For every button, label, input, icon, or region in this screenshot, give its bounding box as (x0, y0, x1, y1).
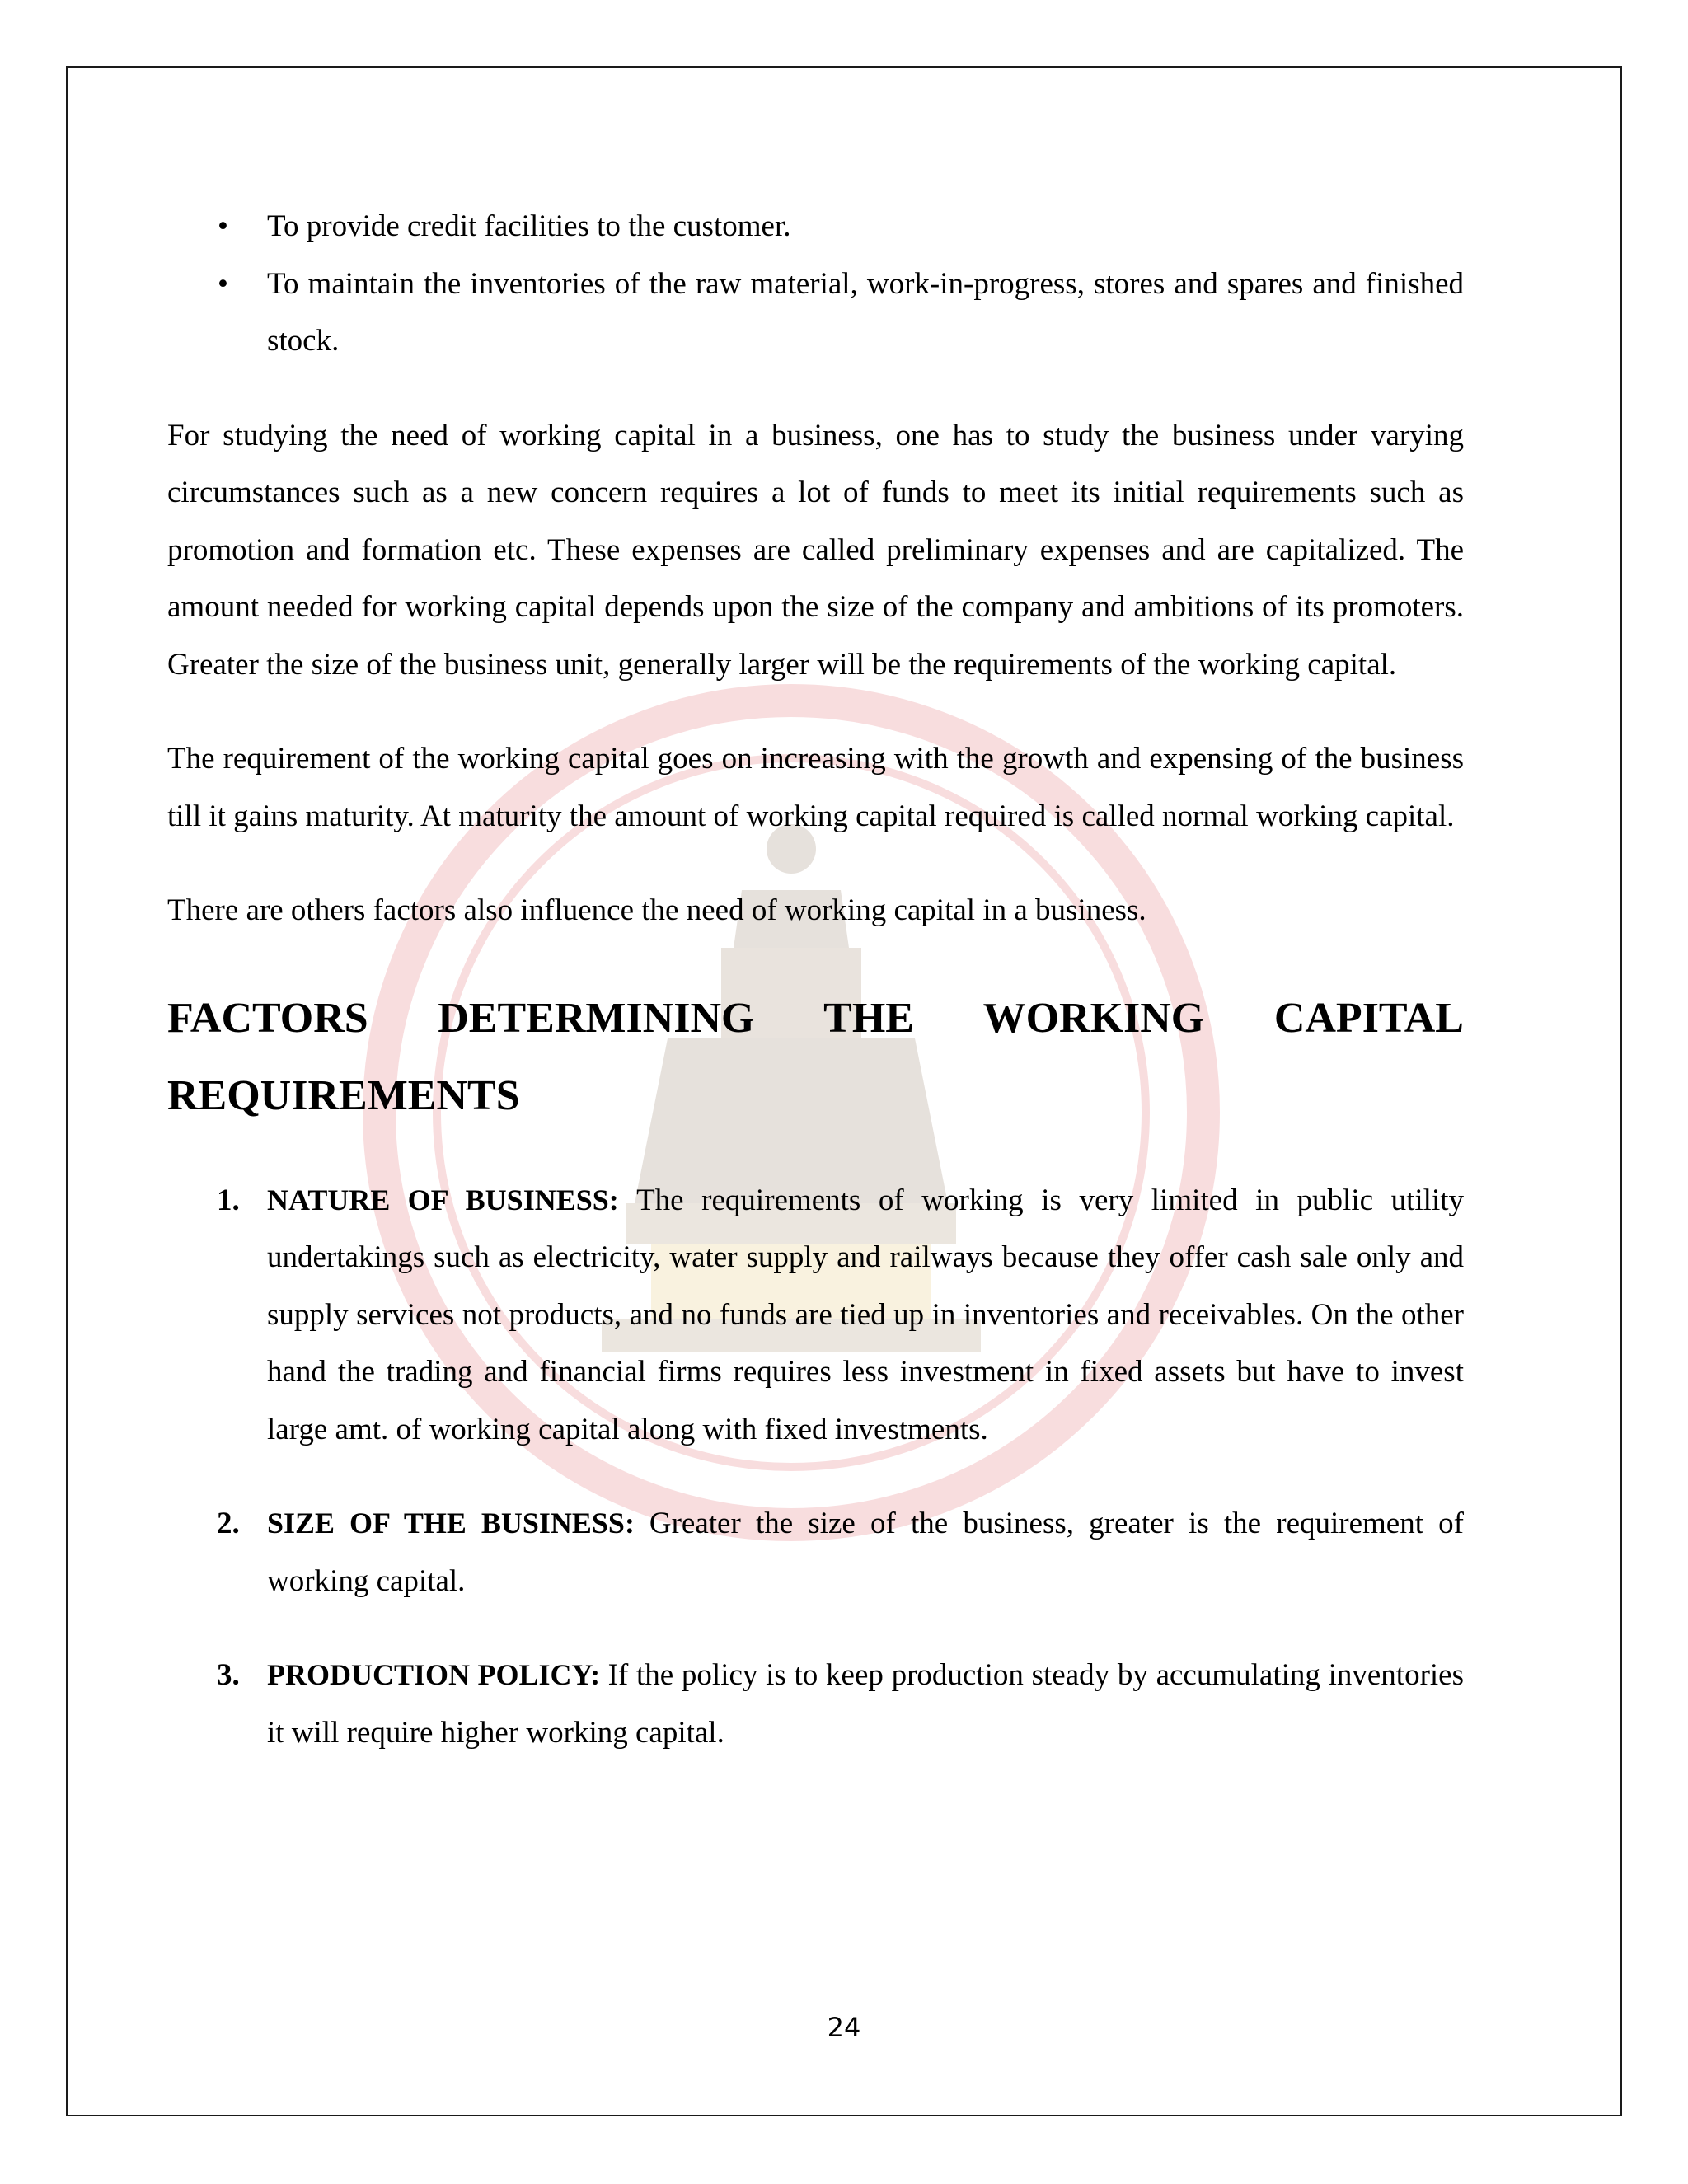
factor-text: If the policy is to keep production steady by accumulating inventories it will require higher working capital. (267, 1658, 1464, 1750)
paragraph: The requirement of the working capital goes on increasing with the growth and expensing of the business till it gains maturity. At maturity the amount of working capital required is called normal working capital. (167, 742, 1464, 833)
bullet-item (167, 255, 1464, 370)
factor-item (167, 1495, 1464, 1610)
factor-title: PRODUCTION POLICY: (267, 1658, 608, 1691)
factor-item (167, 1172, 1464, 1459)
bullet-text: To maintain the inventories of the raw material, work-in-progress, stores and spares and finished stock. (267, 266, 1464, 358)
paragraph: For studying the need of working capital in a business, one has to study the business under varying circumstances such as a new concern requires a lot of funds to meet its initial requirements such as promotion and formation etc. These expenses are called preliminary expenses and are capitalized. The amount needed for working capital depends upon the size of the company and ambitions of its promoters. Greater the size of the business unit, generally larger will be the requirements of the working capital. (167, 418, 1464, 682)
section-heading-line: FACTORS DETERMINING THE WORKING CAPITAL (167, 994, 1464, 1042)
factor-title: SIZE OF THE BUSINESS: (267, 1507, 649, 1540)
bullet-icon: • (218, 209, 228, 243)
bullet-icon: • (218, 266, 228, 301)
paragraph: There are others factors also influence the need of working capital in a business. (167, 893, 1146, 927)
bullet-item (167, 198, 1464, 255)
factor-item (167, 1647, 1464, 1761)
section-heading (167, 980, 1464, 1135)
page-content (167, 198, 1464, 1798)
factor-text: Greater the size of the business, greater is the requirement of working capital. (267, 1507, 1465, 1598)
bullet-list (167, 198, 1464, 370)
section-heading-line: REQUIREMENTS (167, 1071, 520, 1119)
factor-number: 3. (217, 1658, 240, 1692)
factor-number: 2. (217, 1507, 240, 1540)
factor-list (167, 1172, 1464, 1762)
page-number: 24 (827, 2012, 861, 2043)
factor-text: The requirements of working is very limited in public utility undertakings such as electricity, water supply and railways because they offer cash sale only and supply services not products, and no funds are tied up in inventories and receivables. On the other hand the trading and financial firms requires less investment in fixed assets but have to invest large amt. of working capital along with fixed investments. (267, 1183, 1464, 1446)
factor-title: NATURE OF BUSINESS: (267, 1183, 637, 1216)
bullet-text: To provide credit facilities to the customer. (267, 209, 791, 243)
factor-number: 1. (217, 1183, 240, 1217)
